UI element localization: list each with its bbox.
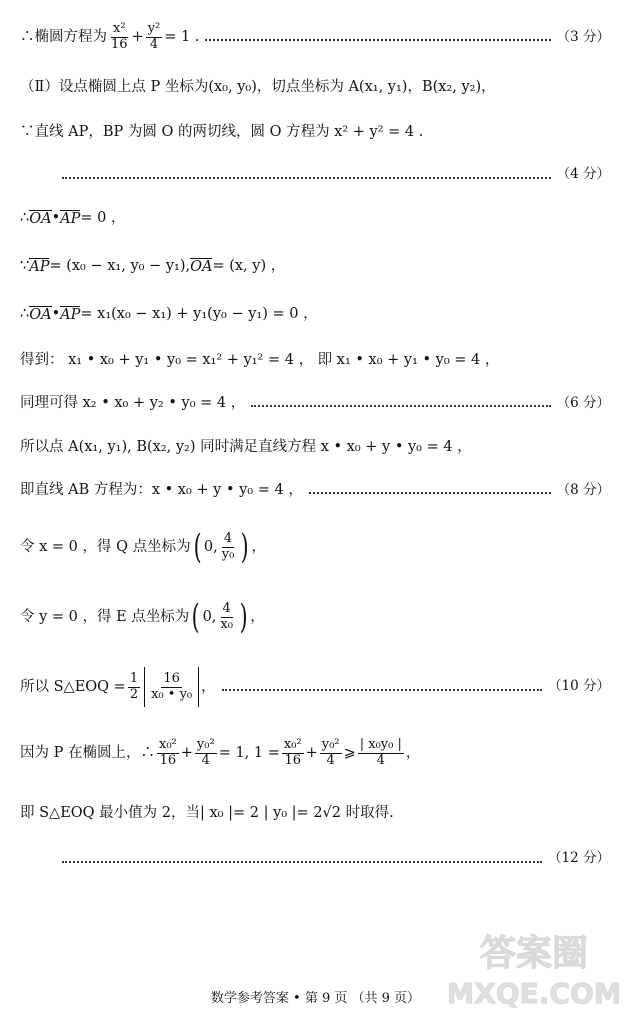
line-part2-setup (20, 80, 496, 95)
plus: + (305, 745, 318, 762)
left-paren: ( (193, 527, 202, 567)
plus: + (180, 745, 193, 762)
fraction (358, 738, 404, 769)
text: ∴椭圆方程为 (20, 29, 107, 46)
frac-den: 2 (129, 686, 139, 702)
text: 0, (203, 538, 218, 555)
line-obtain (20, 353, 499, 368)
right-paren: ) (240, 527, 249, 567)
line-min-value (20, 806, 394, 821)
page-footer: 数学参考答案 • 第 9 页 （共 9 页） (210, 991, 421, 1006)
score-label: （12 分） (548, 850, 610, 866)
frac-num: 1 (129, 670, 139, 686)
frac-den: 16 (159, 752, 177, 768)
line-ab-equation (20, 483, 610, 498)
line-ellipse-equation (20, 22, 610, 53)
dotted-leader (62, 861, 542, 863)
frac-num: | x₀y₀ | (359, 737, 402, 752)
text: ， (250, 608, 265, 625)
text: = (x, y) ， (212, 258, 286, 274)
frac-den: 16 (111, 36, 128, 52)
dotted-leader (251, 405, 550, 407)
text: 得到： x₁ • x₀ + y₁ • y₀ = x₁² + y₁² = 4 ， 即 x₁ • x₀ + y₁ • y₀ = 4 ， (20, 352, 500, 368)
frac-den: 4 (326, 752, 335, 768)
text: ， (251, 538, 267, 555)
text: （Ⅱ）设点椭圆上点 P 坐标为(x₀, y₀)，切点坐标为 A(x₁, y₁)，B(x₂, y₂)， (20, 79, 496, 95)
fraction (282, 738, 304, 769)
watermark-top-text: 答案圈 (479, 933, 589, 974)
frac-den: 16 (284, 752, 302, 768)
line-e-point (20, 597, 265, 637)
text: 所以 S△EOQ = (20, 678, 126, 695)
ge-sign: ⩾ (343, 745, 356, 762)
frac-num: x₀² (158, 737, 177, 752)
text: 即 S△EOQ 最小值为 2，当| x₀ |= 2 | y₀ |= 2√2 时取得. (20, 805, 394, 821)
left-paren: ( (191, 597, 200, 637)
frac-den: y₀ (221, 546, 235, 562)
frac-num: y² (147, 21, 161, 36)
line-tangent-circle (20, 125, 423, 140)
score-label: （3 分） (556, 28, 610, 45)
frac-num: 4 (223, 530, 233, 546)
fraction (220, 532, 237, 563)
score-label: （6 分） (556, 394, 610, 411)
text: = 1, 1 = (218, 745, 280, 762)
line-score-4 (62, 168, 610, 182)
score-label: （4 分） (556, 166, 610, 182)
text: = 1 . (164, 29, 200, 46)
frac-den: x₀ (220, 616, 233, 632)
fraction (218, 602, 235, 633)
line-vector-coords (20, 258, 285, 275)
line-dot-product-zero (20, 210, 125, 227)
text: 令 x = 0 ，得 Q 点坐标为 (20, 538, 191, 555)
fraction (320, 738, 342, 769)
frac-num: 16 (163, 670, 180, 686)
text: ， (201, 678, 216, 695)
text: ， (405, 745, 421, 762)
text: ∵ (20, 258, 30, 274)
score-label: （8 分） (556, 481, 610, 498)
vector: OA (29, 307, 52, 323)
fraction (195, 738, 217, 769)
watermark-bottom-text: MXQE.COM (449, 977, 619, 1010)
vector: OA (190, 259, 213, 275)
vector: AP (60, 211, 81, 227)
text: 同理可得 x₂ • x₀ + y₂ • y₀ = 4 ， (20, 395, 246, 411)
text: • (51, 306, 61, 322)
line-satisfy-line (20, 440, 472, 455)
vector: AP (29, 259, 50, 275)
fraction (109, 22, 130, 53)
dotted-leader (222, 689, 542, 691)
line-similarly (20, 396, 610, 411)
frac-num: y₀² (321, 737, 340, 752)
text: = x₁(x₀ − x₁) + y₁(y₀ − y₁) = 0 ， (80, 306, 318, 322)
frac-den: x₀ • y₀ (151, 686, 193, 702)
frac-num: 4 (222, 600, 231, 616)
line-score-12 (62, 852, 610, 866)
text: • (51, 210, 61, 226)
fraction (146, 22, 163, 53)
line-q-point (20, 527, 267, 567)
frac-den: 4 (201, 752, 210, 768)
frac-den: 4 (149, 36, 159, 52)
abs-bar-left (144, 667, 145, 707)
dotted-leader (205, 39, 550, 41)
fraction (128, 672, 140, 703)
text: ∴ (20, 306, 30, 322)
text: ∵直线 AP，BP 为圆 O 的两切线，圆 O 方程为 x² + y² = 4 . (20, 124, 424, 140)
text: 因为 P 在椭圆上，∴ (20, 745, 155, 762)
abs-bar-right (198, 667, 199, 707)
frac-num: x₀² (283, 737, 302, 752)
vector: AP (60, 307, 81, 323)
text: ∴ (20, 210, 30, 226)
text: 即直线 AB 方程为：x • x₀ + y • y₀ = 4 ， (20, 482, 303, 498)
text: 所以点 A(x₁, y₁), B(x₂, y₂) 同时满足直线方程 x • x₀ + y • y₀ = 4 ， (20, 439, 472, 455)
text: = 0 ， (80, 210, 126, 226)
vector: OA (29, 211, 52, 227)
line-area-formula (20, 667, 610, 707)
dotted-leader (309, 492, 551, 494)
dotted-leader (62, 177, 551, 179)
frac-num: x² (113, 21, 126, 36)
line-ellipse-inequality (20, 738, 420, 769)
line-dot-product-expanded (20, 306, 318, 323)
score-label: （10 分） (548, 678, 610, 695)
text: 0, (202, 608, 217, 625)
text: 令 y = 0 ，得 E 点坐标为 (20, 608, 190, 625)
frac-num: y₀² (196, 737, 215, 752)
right-paren: ) (239, 597, 248, 637)
text: = (x₀ − x₁, y₀ − y₁), (49, 258, 191, 274)
frac-den: 4 (376, 752, 385, 768)
fraction (149, 672, 194, 703)
plus: + (131, 29, 144, 46)
fraction (157, 738, 179, 769)
